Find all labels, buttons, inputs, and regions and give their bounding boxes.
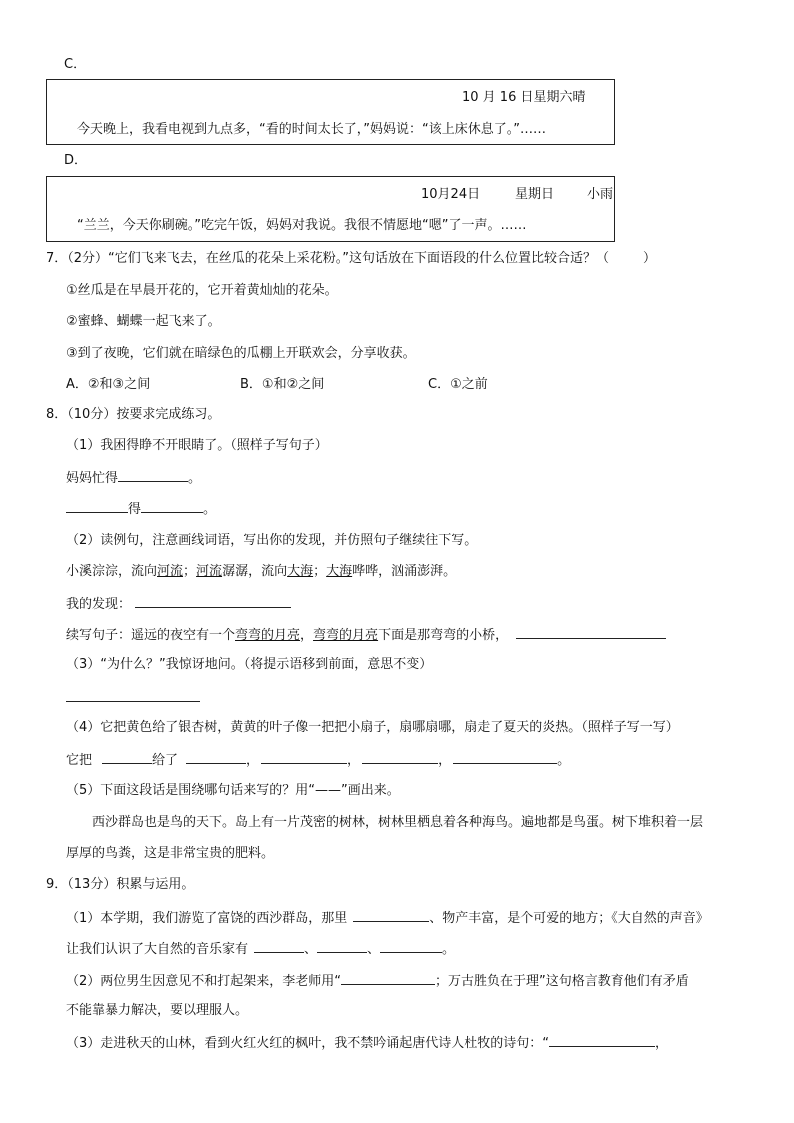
answer-blank[interactable] (341, 972, 435, 985)
underlined-word: 弯弯的月亮 (235, 628, 301, 643)
answer-blank[interactable] (118, 469, 188, 482)
example-text: 小溪淙淙，流向 (66, 564, 158, 579)
q9-part2-line2: 不能靠暴力解决，要以理服人。 (66, 1003, 249, 1018)
option-c-box (46, 79, 615, 145)
q9-part3-line (66, 1034, 668, 1052)
answer-blank[interactable] (186, 751, 246, 764)
option-c-text: 今天晚上，我看电视到九点多，“看的时间太长了，”妈妈说：“该上床休息了。”…… (77, 122, 546, 137)
continue-text: 下面是那弯弯的小桥， (378, 628, 509, 643)
part4-text: 它把 (66, 753, 93, 768)
answer-blank[interactable] (135, 595, 291, 608)
part2-text: （2）两位男生因意见不和打起架来，李老师用“ (66, 974, 342, 989)
q7-option-a[interactable]: A．②和③之间 (66, 377, 151, 392)
part1-text: 让我们认识了大自然的音乐家有 (66, 942, 249, 957)
enum-comma: 、 (367, 942, 381, 957)
q8-passage-line-1: 西沙群岛也是鸟的天下。岛上有一片茂密的树林，树林里栖息着各种海鸟。遍地都是鸟蛋。树下堆积着一层 (92, 815, 704, 830)
answer-blank[interactable] (362, 751, 438, 764)
q8-continue-line (66, 626, 666, 644)
q8-discovery-line (66, 595, 291, 613)
q8-part1-prompt: （1）我困得睁不开眼睛了。（照样子写句子） (66, 438, 328, 453)
q7-stem: 7．（2分）“它们飞来飞去，在丝瓜的花朵上采花粉。”这句话放在下面语段的什么位置比较合适？（ (46, 251, 610, 266)
q8-passage-line-2: 厚厚的鸟粪，这是非常宝贵的肥料。 (66, 846, 275, 861)
part1-text: （1）本学期，我们游览了富饶的西沙群岛，那里 (66, 911, 348, 926)
option-d-label: D． (64, 153, 88, 168)
q8-part2-prompt: （2）读例句，注意画线词语，写出你的发现，并仿照句子继续往下写。 (66, 533, 478, 548)
answer-blank[interactable] (141, 500, 203, 513)
q8-part1-text-b: 得 (128, 502, 142, 517)
comma: ， (438, 753, 452, 768)
option-d-weather: 小雨 (587, 187, 614, 202)
q9-part2-line1 (66, 972, 689, 990)
option-d-text: “兰兰，今天你刷碗。”吃完午饭，妈妈对我说。我很不情愿地“嗯”了一声。…… (77, 218, 527, 233)
q8-period: 。 (188, 471, 202, 486)
example-text: ； (313, 564, 327, 579)
q8-part3-prompt: （3）“为什么？”我惊讶地问。（将提示语移到前面，意思不变） (66, 657, 433, 672)
q7-heading (46, 251, 656, 267)
q8-part3-answer (66, 689, 200, 707)
q8-discovery-label: 我的发现： (66, 597, 132, 612)
part2-text: ；万古胜负在于理”这句格言教育他们有矛盾 (435, 974, 689, 989)
answer-blank[interactable] (353, 909, 429, 922)
q8-part1-line1 (66, 469, 201, 487)
q7-close-paren: ） (643, 251, 657, 266)
answer-blank[interactable] (516, 626, 666, 639)
comma: ， (246, 753, 260, 768)
option-d-weekday: 星期日 (515, 187, 555, 202)
answer-blank[interactable] (261, 751, 347, 764)
period: 。 (557, 753, 571, 768)
enum-comma: 、 (304, 942, 318, 957)
continue-text: ， (300, 628, 314, 643)
part4-text: 给了 (152, 753, 179, 768)
q8-part4-prompt: （4）它把黄色给了银杏树，黄黄的叶子像一把把小扇子，扇哪扇哪，扇走了夏天的炎热。（照样子写一写） (66, 720, 679, 735)
part1-text: 、物产丰富，是个可爱的地方；《大自然的声音》 (429, 911, 709, 926)
q8-heading: 8．（10分）按要求完成练习。 (46, 407, 221, 422)
q8-period: 。 (203, 502, 217, 517)
continue-text: 续写句子：遥远的夜空有一个 (66, 628, 236, 643)
q8-part1-line2 (66, 500, 216, 518)
underlined-word: 大海 (287, 564, 314, 579)
answer-blank[interactable] (453, 751, 557, 764)
answer-blank[interactable] (254, 940, 304, 953)
answer-blank[interactable] (380, 940, 442, 953)
part3-text: （3）走进秋天的山林，看到火红火红的枫叶，我不禁吟诵起唐代诗人杜牧的诗句：“ (66, 1036, 550, 1051)
q7-option-b[interactable]: B．①和②之间 (240, 377, 325, 392)
option-c-label: C． (64, 57, 87, 72)
underlined-word: 河流 (157, 564, 184, 579)
q8-example-sentence (66, 564, 456, 580)
underlined-word: 弯弯的月亮 (313, 628, 379, 643)
q9-heading: 9．（13分）积累与运用。 (46, 877, 195, 892)
period: 。 (442, 942, 456, 957)
q8-part4-answer (66, 751, 570, 769)
q8-part1-text-a: 妈妈忙得 (66, 471, 119, 486)
answer-blank[interactable] (66, 500, 128, 513)
underlined-word: 河流 (196, 564, 223, 579)
example-text: 潺潺，流向 (222, 564, 288, 579)
answer-blank[interactable] (317, 940, 367, 953)
example-text: 哗哗，汹涌澎湃。 (352, 564, 457, 579)
answer-blank[interactable] (66, 689, 200, 702)
q9-part1-line2 (66, 940, 455, 958)
q7-sentence-3: ③到了夜晚，它们就在暗绿色的瓜棚上开联欢会，分享收获。 (66, 346, 416, 361)
option-c-date: 10 月 16 日星期六晴 (462, 90, 586, 105)
underlined-word: 大海 (326, 564, 353, 579)
q7-option-c[interactable]: C．①之前 (428, 377, 488, 392)
answer-blank[interactable] (549, 1034, 655, 1047)
example-text: ； (183, 564, 197, 579)
comma: ， (655, 1036, 669, 1051)
q8-part5-prompt: （5）下面这段话是围绕哪句话来写的？用“——”画出来。 (66, 783, 400, 798)
option-d-date: 10月24日 (421, 187, 481, 202)
q7-sentence-1: ①丝瓜是在早晨开花的，它开着黄灿灿的花朵。 (66, 283, 338, 298)
q9-part1-line1 (66, 909, 709, 927)
answer-blank[interactable] (102, 751, 152, 764)
option-d-box (46, 176, 615, 242)
q7-sentence-2: ②蜜蜂、蝴蝶一起飞来了。 (66, 314, 221, 329)
comma: ， (347, 753, 361, 768)
